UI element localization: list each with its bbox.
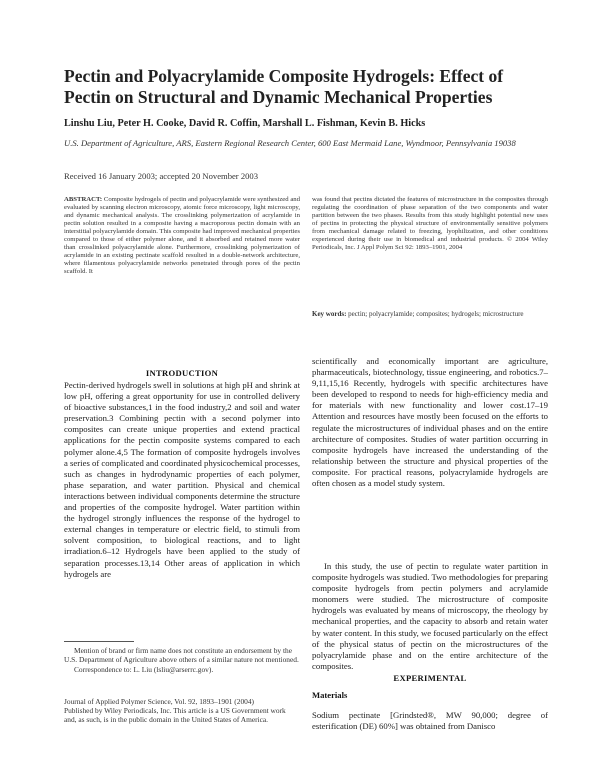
footnote-divider	[64, 641, 134, 642]
author-list: Linshu Liu, Peter H. Cooke, David R. Coffin, Marshall L. Fishman, Kevin B. Hicks	[64, 118, 426, 129]
journal-citation: Journal of Applied Polymer Science, Vol. 92, 1893–1901 (2004)	[64, 697, 255, 706]
footnote-correspondence: Correspondence to: L. Liu (lsliu@arserrc.gov).	[74, 665, 214, 674]
abstract-right-column	[312, 196, 548, 252]
keywords-text: pectin; polyacrylamide; composites; hydrogels; microstructure	[348, 310, 524, 318]
journal-copyright: Published by Wiley Periodicals, Inc. This article is a US Government work and, as such, is in the public domain in the United States of America.	[64, 706, 286, 724]
experimental-heading: EXPERIMENTAL	[393, 673, 467, 683]
introduction-left-paragraph: Pectin-derived hydrogels swell in solutions at high pH and shrink at low pH, offering a great opportunity for use in controlled delivery of bioactive substances,1 in the food industry,2 and soil and water preservation.3 Combining pectin with a second polymer into composites can create unique properties and extend practical applications for the pectin composite systems compared to each polymer alone.4,5 The formation of composite hydrogels involves a series of complicated and coordinated physicochemical processes, such as changes in hydrodynamic properties of each polymer, phase separation, and water partition. Physical and chemical interactions between individual components determine the structure and properties of the composite hydrogel. Water partition within the hydrogel strongly influences the response of the hydrogel to external changes in temperature or electric field, to stimuli from solvent composition, to biological reactions, and to light irradiation.6–12 Hydrogels have been applied to the study of separation processes.13,14 Other areas of application in which hydrogels are	[64, 380, 300, 579]
introduction-right-paragraph-2: In this study, the use of pectin to regulate water partition in composite hydrogels was studied. Two methodologies for preparing composite hydrogels from pectin polymers and acrylamide monomers were studied. The microstructure of composite hydrogels was evaluated by means of microscopy, the rheology by mechanical properties, and the capacity to absorb and retain water by water content. In this study, we focused particularly on the effect of the physical status of pectin on the microstructures of the polyacrylamide phase and on the entire architecture of the composites.	[312, 561, 548, 671]
introduction-right-paragraph-1: scientifically and economically important are agriculture, pharmaceuticals, biotechnology, tissue engineering, and robotics.7–9,11,15,16 Recently, hydrogels with specific architectures have been developed to respond to needs for high-efficiency media and for materials with new functionality and lower cost.17–19 Attention and resources have mostly been focused on the efforts to regulate the microstructures of individual phases and on the entire architecture of composites. Studies of water partition occurring in composite hydrogels have increased the understanding of the relationship between the structure and physical properties of the composite. For practical reasons, polyacrylamide hydrogels are often chosen as a model study system.	[312, 356, 548, 489]
introduction-heading: INTRODUCTION	[145, 368, 219, 378]
journal-info	[64, 697, 300, 724]
abstract-text-left: Composite hydrogels of pectin and polyacrylamide were synthesized and evaluated by scanning electron microscopy, atomic force microscopy, light microscopy, and dynamic mechanical analysis. The crosslinking polymerization of acrylamide in pectin solution resulted in a composite having a macroporous pectin domain with an interstitial polyacrylamide domain. This composite had improved mechanical properties compared to those of either polymer alone, and it absorbed and retained more water than crosslinked polyacrylamide alone. Furthermore, crosslinking polymerization of acrylamide in an existing pectinate scaffold resulted in a double-network architecture, where filamentous polyacrylamide networks penetrated through pores of the pectin scaffold. It	[64, 196, 300, 276]
materials-paragraph: Sodium pectinate [Grindsted®, MW 90,000; degree of esterification (DE) 60%] was obtained from Danisco	[312, 710, 548, 732]
abstract-left-column	[64, 196, 300, 276]
footnote-block	[64, 646, 300, 674]
materials-subheading: Materials	[312, 690, 348, 700]
abstract-label: ABSTRACT:	[64, 196, 103, 203]
keywords-label: Key words:	[312, 310, 347, 318]
footnote-mention: Mention of brand or firm name does not constitute an endorsement by the U.S. Department of Agriculture above others of a similar nature not mentioned.	[64, 646, 299, 664]
author-affiliation: U.S. Department of Agriculture, ARS, Eastern Regional Research Center, 600 East Mermaid Lane, Wyndmoor, Pennsylvania 19038	[64, 138, 516, 148]
keywords	[312, 310, 548, 319]
abstract-text-right: was found that pectins dictated the features of microstructure in the composites through regulating the coordination of phase separation of the two components and water partition between the two phases. Results from this study highlight potential new uses of pectins in protecting the physical structure of environmentally sensitive polymers from mechanical damage related to freezing, lyophilization, and other conditions experienced during their use in biomedical and industrial products. © 2004 Wiley Periodicals, Inc. J Appl Polym Sci 92: 1893–1901, 2004	[312, 196, 548, 252]
article-title: Pectin and Polyacrylamide Composite Hydrogels: Effect of Pectin on Structural and Dynamic Mechanical Properties	[64, 66, 504, 107]
received-dates: Received 16 January 2003; accepted 20 November 2003	[64, 171, 259, 181]
